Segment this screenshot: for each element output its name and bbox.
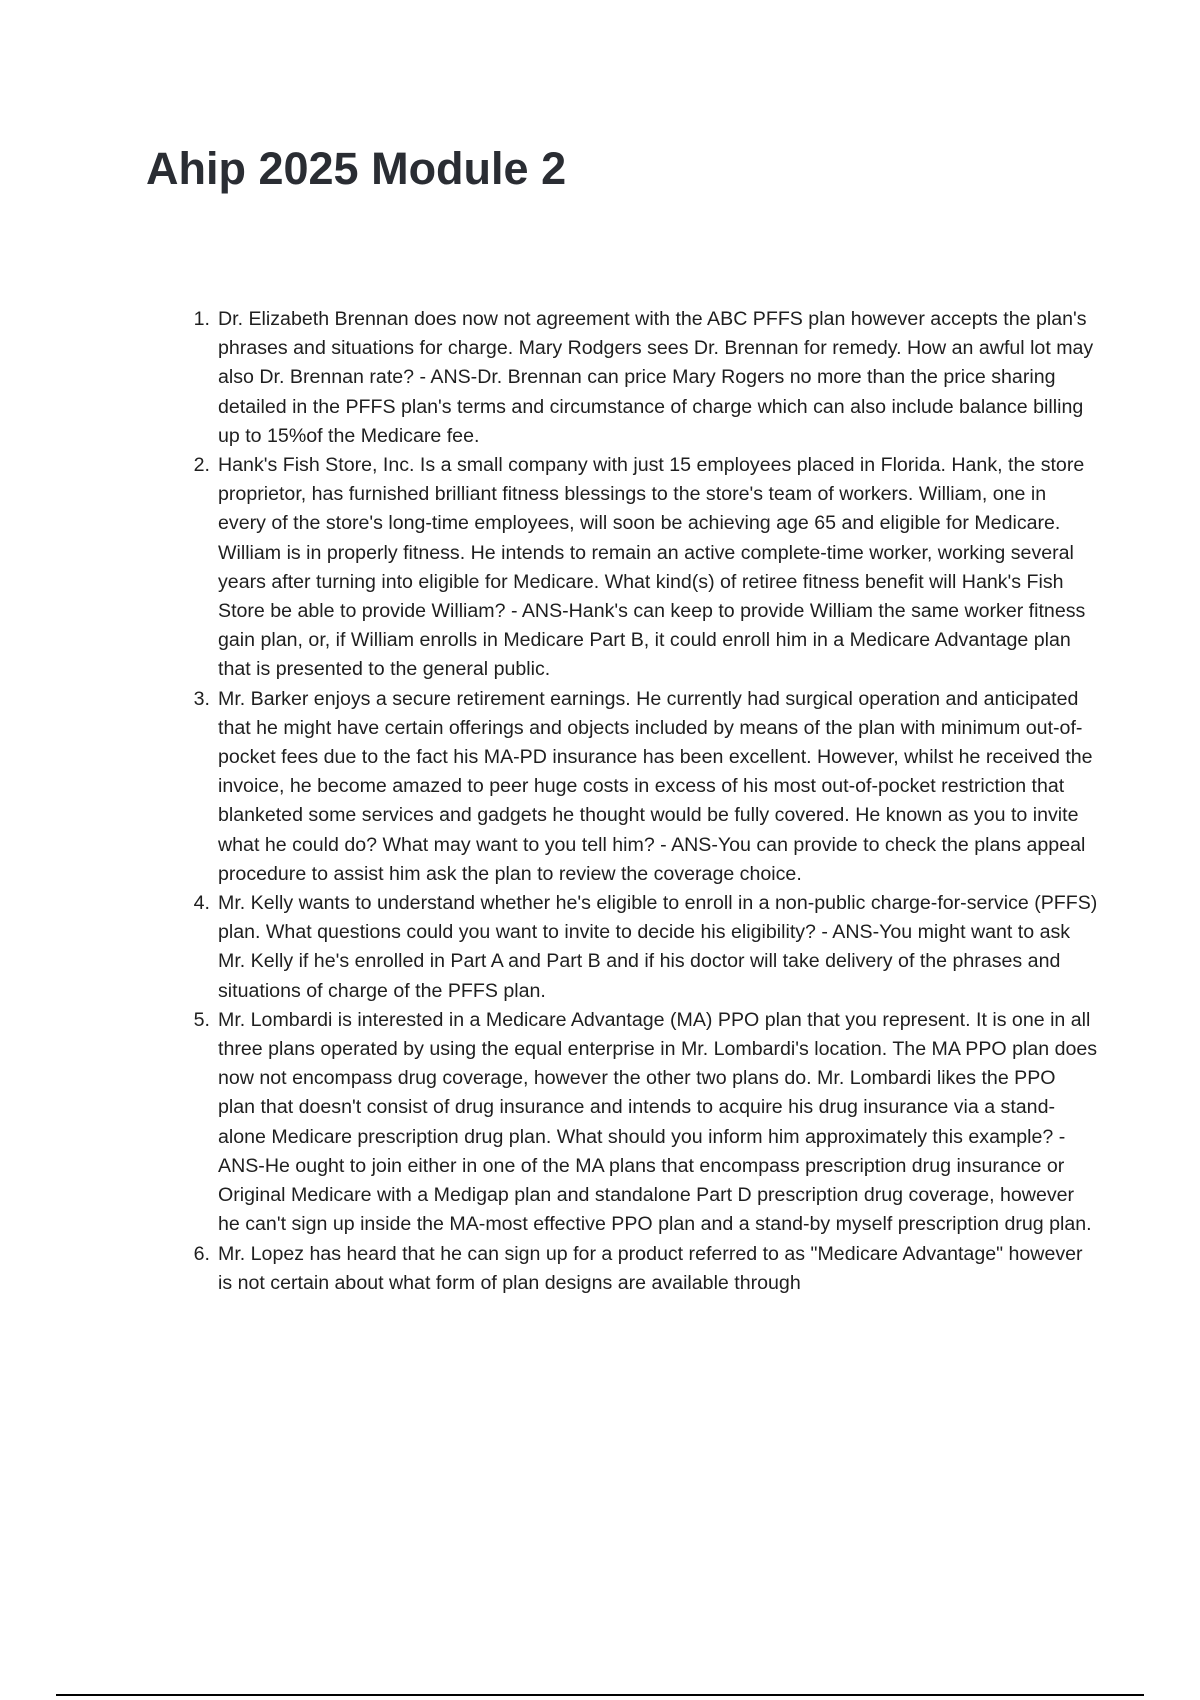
item-number: 2.: [193, 454, 210, 477]
item-text: Hank's Fish Store, Inc. Is a small company with just 15 employees placed in Florida. Hank, the store proprietor, has furnished brilliant fitness blessings to the store's team of workers. William, one in every of the store's long-time employees, will soon be achieving age 65 and eligible for Medicare. William is in properly fitness. He intends to remain an active complete-time worker, working several years after turning into eligible for Medicare. What kind(s) of retiree fitness benefit will Hank's Fish Store be able to provide William? - ANS-Hank's can keep to provide William the same worker fitness gain plan, or, if William enrolls in Medicare Part B, it could enroll him in a Medicare Advantage plan that is presented to the general public.: [218, 454, 1086, 681]
item-text: Mr. Kelly wants to understand whether he's eligible to enroll in a non-public charge-for-service (PFFS) plan. What questions could you want to invite to decide his eligibility? - ANS-You might want to ask Mr. Kelly if he's enrolled in Part A and Part B and if his doctor will take delivery of the phrases and situations of charge of the PFFS plan.: [218, 892, 1098, 1002]
question-list: [193, 305, 1098, 1298]
list-item: [193, 1006, 1098, 1240]
list-item: [193, 451, 1098, 685]
page-title: Ahip 2025 Module 2: [146, 143, 567, 194]
item-text: Dr. Elizabeth Brennan does now not agreement with the ABC PFFS plan however accepts the plan's phrases and situations for charge. Mary Rodgers sees Dr. Brennan for remedy. How an awful lot may also Dr. Brennan rate? - ANS-Dr. Brennan can price Mary Rogers no more than the price sharing detailed in the PFFS plan's terms and circumstance of charge which can also include balance billing up to 15%of the Medicare fee.: [218, 308, 1094, 447]
list-item: [193, 305, 1098, 451]
item-number: 3.: [193, 687, 210, 710]
item-text: Mr. Barker enjoys a secure retirement earnings. He currently had surgical operation and anticipated that he might have certain offerings and objects included by means of the plan with minimum out-of-pocket fees due to the fact his MA-PD insurance has been excellent. However, whilst he received the invoice, he become amazed to peer huge costs in excess of his most out-of-pocket restriction that blanketed some services and gadgets he thought would be fully covered. He known as you to invite what he could do? What may want to you tell him? - ANS-You can provide to check the plans appeal procedure to assist him ask the plan to review the coverage choice.: [218, 687, 1093, 885]
item-number: 6.: [193, 1242, 210, 1265]
item-text: Mr. Lombardi is interested in a Medicare Advantage (MA) PPO plan that you represent. It is one in all three plans operated by using the equal enterprise in Mr. Lombardi's location. The MA PPO plan does now not encompass drug coverage, however the other two plans do. Mr. Lombardi likes the PPO plan that doesn't consist of drug insurance and intends to acquire his drug insurance via a stand-alone Medicare prescription drug plan. What should you inform him approximately this example? - ANS-He ought to join either in one of the MA plans that encompass prescription drug insurance or Original Medicare with a Medigap plan and standalone Part D prescription drug coverage, however he can't sign up inside the MA-most effective PPO plan and a stand-by myself prescription drug plan.: [218, 1008, 1098, 1236]
list-item: [193, 1240, 1098, 1298]
item-number: 4.: [193, 892, 210, 915]
item-number: 1.: [193, 308, 210, 330]
item-text: Mr. Lopez has heard that he can sign up for a product referred to as "Medicare Advantage" however is not certain about what form of plan designs are available through: [218, 1242, 1083, 1294]
list-item: [193, 889, 1098, 1006]
item-number: 5.: [193, 1008, 210, 1031]
list-item: [193, 685, 1098, 889]
footer-divider: [56, 1694, 1144, 1696]
